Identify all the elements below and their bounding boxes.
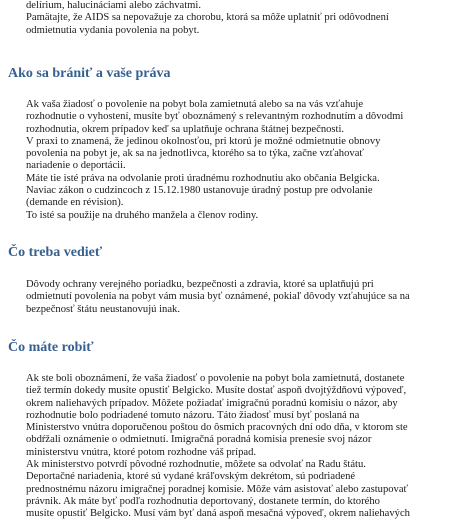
text-line: Dôvody ochrany verejného poriadku, bezpečnosti a zdravia, ktoré sa uplatňujú pri — [26, 279, 374, 290]
text-line: nariadenie o deportácii. — [26, 160, 126, 172]
text-line: To isté sa použije na druhého manžela a členov rodiny. — [26, 209, 259, 221]
text-line: rozhodnutia, okrem prípadov keď sa uplatňuje ochrana štátnej bezpečnosti. — [26, 123, 345, 135]
text-line: okrem naliehavých prípadov. Môžete požiadať imigračnú poradnú komisiu o názor, aby — [26, 397, 398, 409]
text-line: (demande en révision). — [26, 197, 124, 209]
text-line: delírium, halucináciami alebo záchvatmi. — [26, 0, 202, 11]
text-line: prednostnému názoru imigračnej poradnej komisie. Môže vám asistovať alebo zastupovať — [26, 483, 409, 495]
text-line: Naviac zákon o cudzincoch z 15.12.1980 ustanovuje úradný postup pre odvolanie — [26, 185, 373, 197]
text-line: povolenia na pobyt je, ak sa na jednotlivca, ktorého sa to týka, začne vzťahovať — [26, 148, 364, 160]
section-heading-rights: Ako sa brániť a vaše práva — [8, 66, 171, 81]
text-line: ministerstvu vnútra, ktoré potom rozhodne váš prípad. — [26, 446, 257, 458]
section-heading-know: Čo treba vedieť — [8, 245, 103, 260]
text-line: bezpečnosť štátu neustanovujú inak. — [26, 303, 180, 315]
text-line: Ak vaša žiadosť o povolenie na pobyt bola zamietnutá alebo sa na vás vzťahuje — [26, 99, 364, 110]
text-line: Máte tie isté práva na odvolanie proti úradnému rozhodnutiu ako občania Belgicka. — [26, 172, 380, 184]
text-line: právnik. Ak máte byť podľa rozhodnutia deportovaný, dostanete termín, do ktorého — [26, 495, 380, 507]
text-line: rozhodnutie bolo podriadené tomuto názoru. Táto žiadosť musí byť poslaná na — [26, 409, 360, 421]
text-line: Ak ste boli oboznámení, že vaša žiadosť o povolenie na pobyt bola zamietnutá, dostanete — [26, 373, 405, 384]
text-line: Deportačné nariadenia, ktoré sú vydané kráľovským dekrétom, sú podriadené — [26, 471, 356, 483]
rights-paragraph — [26, 99, 444, 222]
intro-paragraph — [26, 0, 444, 37]
text-line: Pamätajte, že AIDS sa nepovažuje za chorobu, ktorá sa môže uplatniť pri odôvodnení — [26, 12, 389, 24]
text-line: V praxi to znamená, že jedinou okolnosťou, pri ktorú je možné odmietnutie obnovy — [26, 135, 381, 147]
text-line: musíte opustiť Belgicko. Musí vám byť daná aspoň mesačná výpoveď, okrem naliehavých — [26, 508, 410, 520]
section-heading-action: Čo máte robiť — [8, 340, 94, 355]
text-line: Ak ministerstvo potvrdí pôvodné rozhodnutie, môžete sa odvolať na Radu štátu. — [26, 459, 366, 471]
text-line: odmietnutí povolenia na pobyt vám musia byť oznámené, pokiaľ dôvody vzťahujúce sa na — [26, 291, 410, 303]
text-line: Ministerstvo vnútra doporučenou poštou do ôsmich pracovných dní odo dňa, v ktorom ste — [26, 422, 408, 434]
text-line: obdŕžali oznámenie o odmietnutí. Imigračná poradná komisia prenesie svoj názor — [26, 434, 372, 446]
text-line: odmietnutia vydania povolenia na pobyt. — [26, 24, 200, 36]
text-line: tiež termín dokedy musíte opustiť Belgicko. Musíte dostať aspoň dvojtýždňovú výpoveď, — [26, 385, 407, 397]
text-line: rozhodnutie o vyhostení, musíte byť oboznámený s relevantným rozhodnutím a dôvodmi — [26, 111, 404, 123]
know-paragraph — [26, 279, 444, 316]
action-paragraph — [26, 373, 444, 521]
